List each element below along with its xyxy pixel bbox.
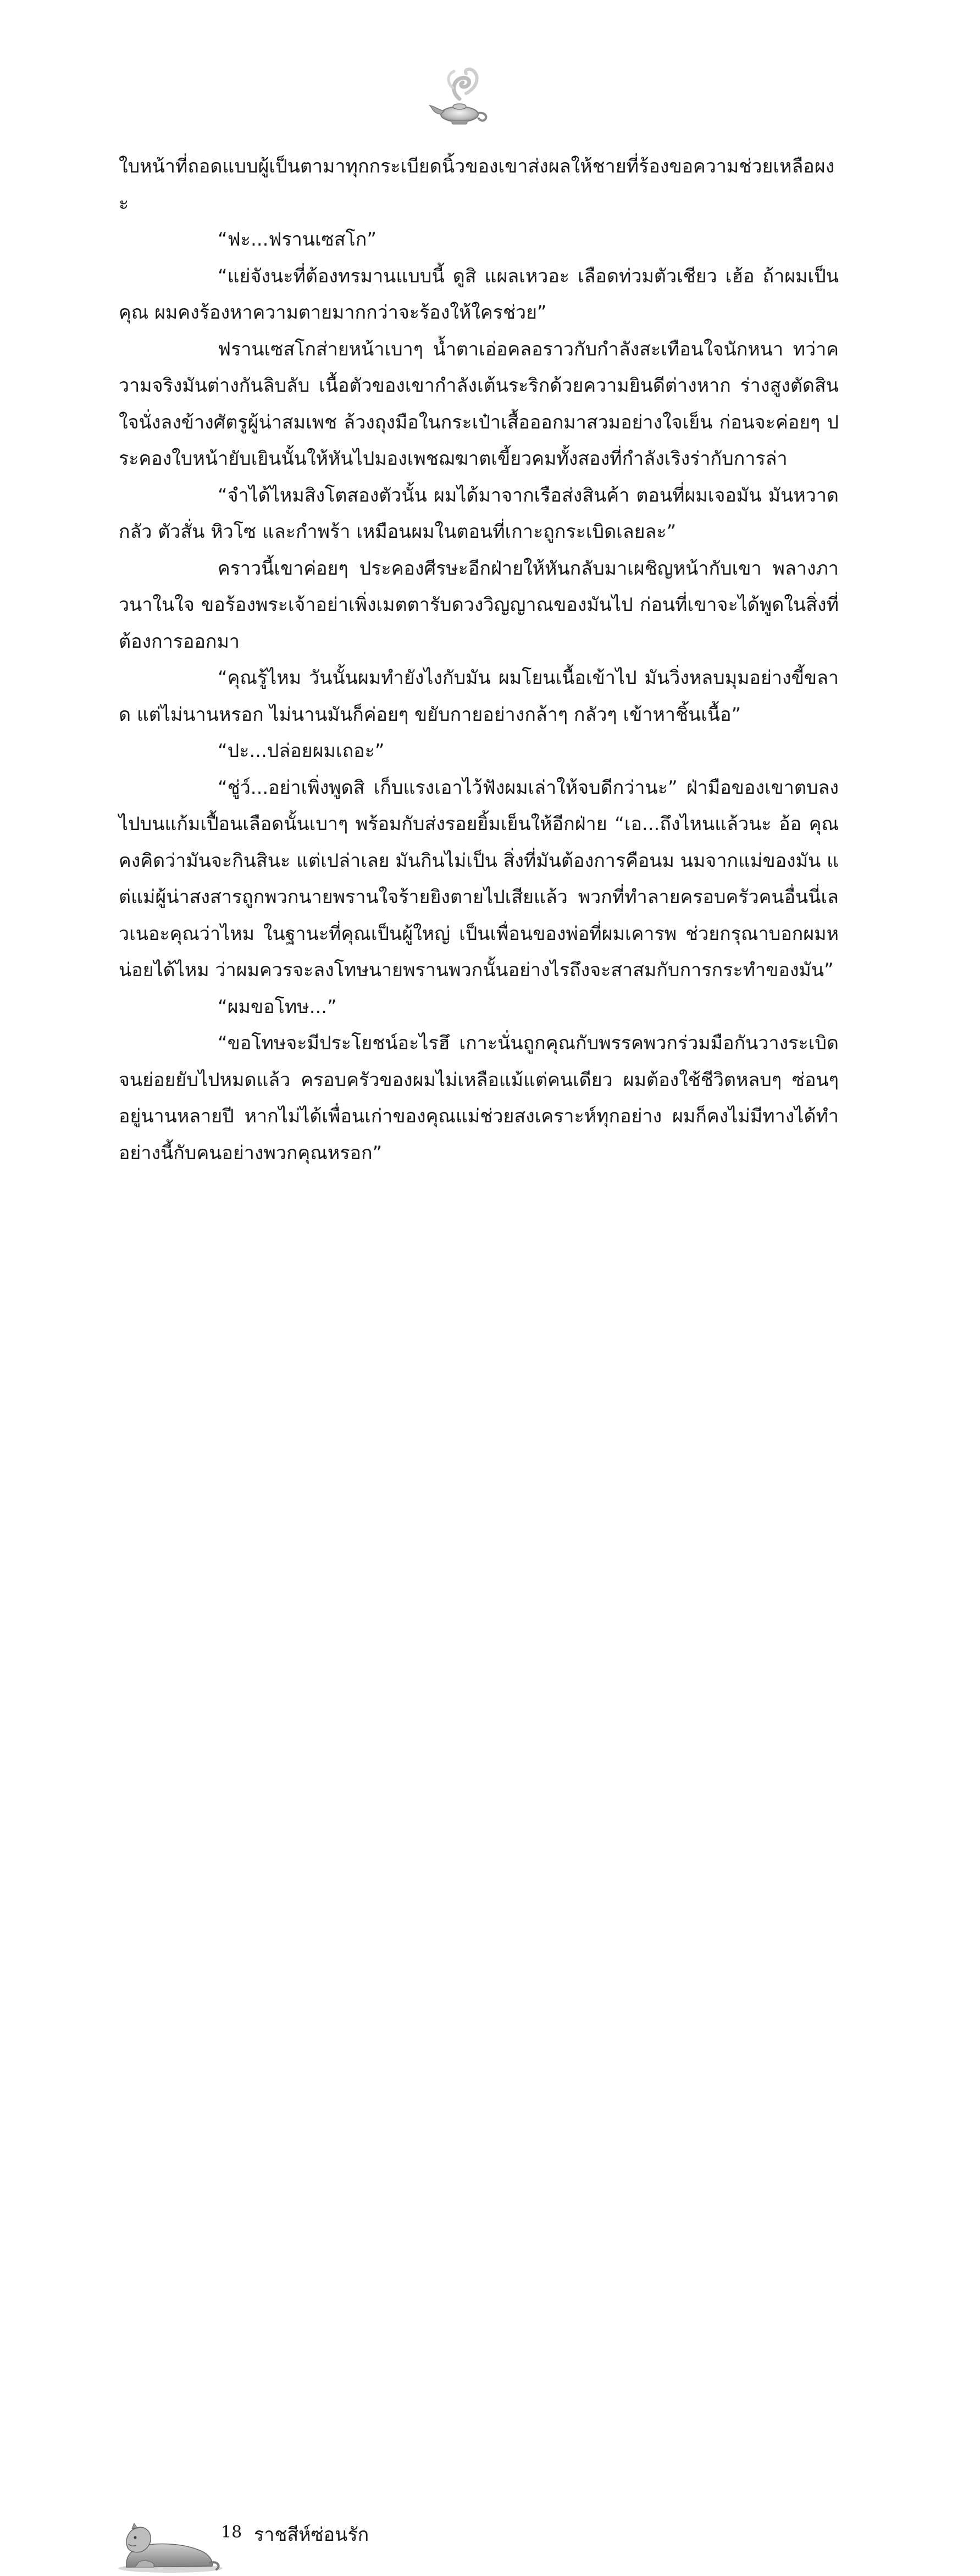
page-number: 18 xyxy=(221,2523,242,2542)
paragraph: ฟรานเซสโกส่ายหน้าเบาๆ น้ำตาเอ่อคลอราวกับกำลังสะเทือนใจนักหนา ทว่าความจริงมันต่างกันลิบลับ เนื้อตัวของเขากำลังเต้นระริกด้วยความยินดีต่างหาก ร่างสูงตัดสินใจนั่งลงข้างศัตรูผู้น่าสมเพช ล้วงถุงมือในกระเป๋าเสื้อออกมาสวมอย่างใจเย็น ก่อนจะค่อยๆ ประคองใบหน้ายับเยินนั้นให้หันไปมองเพชฌฆาตเขี้ยวคมทั้งสองที่กำลังเริงร่ากับการล่า xyxy=(119,338,839,470)
paragraph: “ผมขอโทษ...” xyxy=(218,995,337,1018)
paragraph: “ชู่ว์...อย่าเพิ่งพูดสิ เก็บแรงเอาไว้ฟังผมเล่าให้จบดีกว่านะ” ฝ่ามือของเขาตบลงไปบนแก้มเปื้อนเลือดนั้นเบาๆ พร้อมกับส่งรอยยิ้มเย็นให้อีกฝ่าย “เอ...ถึงไหนแล้วนะ อ้อ คุณคงคิดว่ามันจะกินสินะ แต่เปล่าเลย มันกินไม่เป็น สิ่งที่มันต้องการคือนม นมจากแม่ของมัน แต่แม่ผู้น่าสงสารถูกพวกนายพรานใจร้ายยิงตายไปเสียแล้ว พวกที่ทำลายครอบครัวคนอื่นนี่เลวเนอะคุณว่าไหม ในฐานะที่คุณเป็นผู้ใหญ่ เป็นเพื่อนของพ่อที่ผมเคารพ ช่วยกรุณาบอกผมหน่อยได้ไหม ว่าผมควรจะลงโทษนายพรานพวกนั้นอย่างไรถึงจะสาสมกับการกระทำของมัน” xyxy=(119,776,839,981)
paragraph: “ฟะ...ฟรานเซสโก” xyxy=(218,229,377,251)
lioness-icon xyxy=(115,2513,225,2574)
paragraph: “ปะ...ปล่อยผมเถอะ” xyxy=(218,740,385,762)
page-footer xyxy=(0,1253,980,2546)
paragraph: “คุณรู้ไหม วันนั้นผมทำยังไงกับมัน ผมโยนเนื้อเข้าไป มันวิ่งหลบมุมอย่างขี้ขลาด แต่ไม่นานหรอก ไม่นานมันก็ค่อยๆ ขยับกายอย่างกล้าๆ กลัวๆ เข้าหาชิ้นเนื้อ” xyxy=(119,667,839,726)
book-title: ราชสีห์ซ่อนรัก xyxy=(254,2524,369,2546)
paragraph: ใบหน้าที่ถอดแบบผู้เป็นตามาทุกกระเบียดนิ้วของเขาส่งผลให้ชายที่ร้องขอความช่วยเหลือผงะ xyxy=(119,155,835,214)
paragraph: “แย่จังนะที่ต้องทรมานแบบนี้ ดูสิ แผลเหวอะ เลือดท่วมตัวเชียว เฮ้อ ถ้าผมเป็นคุณ ผมคงร้องหาความตายมากกว่าจะร้องให้ใครช่วย” xyxy=(119,265,839,324)
paragraph: “ขอโทษจะมีประโยชน์อะไรฮึ เกาะนั่นถูกคุณกับพรรคพวกร่วมมือกันวางระเบิดจนย่อยยับไปหมดแล้ว ครอบครัวของผมไม่เหลือแม้แต่คนเดียว ผมต้องใช้ชีวิตหลบๆ ซ่อนๆ อยู่นานหลายปี หากไม่ได้เพื่อนเก่าของคุณแม่ช่วยสงเคราะห์ทุกอย่าง ผมก็คงไม่มีทางได้ทำอย่างนี้กับคนอย่างพวกคุณหรอก” xyxy=(119,1032,839,1164)
paragraph: คราวนี้เขาค่อยๆ ประคองศีรษะอีกฝ่ายให้หันกลับมาเผชิญหน้ากับเขา พลางภาวนาในใจ ขอร้องพระเจ้าอย่าเพิ่งเมตตารับดวงวิญญาณของมันไป ก่อนที่เขาจะได้พูดในสิ่งที่ต้องการออกมา xyxy=(119,557,839,653)
body-text xyxy=(119,148,839,1171)
genie-lamp-icon xyxy=(428,66,494,129)
paragraph: “จำได้ไหมสิงโตสองตัวนั้น ผมได้มาจากเรือส่งสินค้า ตอนที่ผมเจอมัน มันหวาดกลัว ตัวสั่น หิวโซ และกำพร้า เหมือนผมในตอนที่เกาะถูกระเบิดเลยละ” xyxy=(119,484,839,543)
